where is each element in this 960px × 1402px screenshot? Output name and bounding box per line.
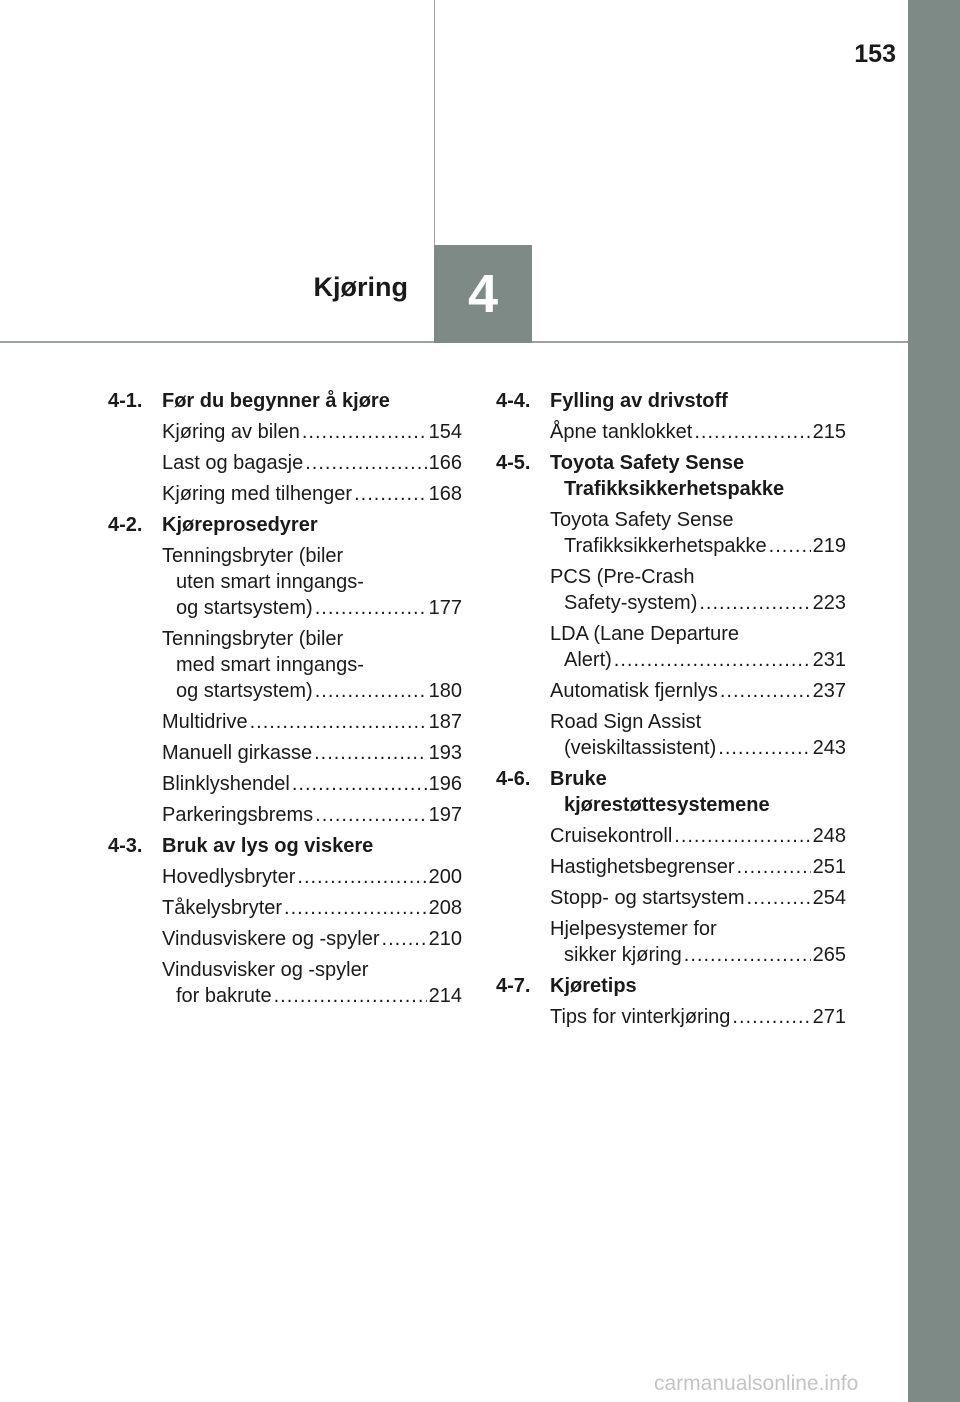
dot-leader — [737, 854, 811, 880]
dot-leader — [614, 647, 811, 673]
section-title-line: Fylling av drivstoff — [550, 390, 728, 412]
entry-text: Safety-system) — [564, 592, 698, 614]
toc-entry-link[interactable] — [162, 543, 462, 621]
entry-text: Trafikksikkerhetspakke — [564, 535, 767, 557]
entry-last-line — [550, 942, 846, 968]
entry-page-number: 265 — [812, 944, 846, 966]
entry-last-line — [550, 533, 846, 559]
dot-leader — [747, 885, 811, 911]
entry-text: og startsystem) — [176, 680, 313, 702]
dot-leader — [314, 740, 427, 766]
dot-leader — [284, 895, 427, 921]
entry-text: Kjøring av bilen — [162, 421, 300, 443]
entry-last-line — [162, 983, 462, 1009]
section-heading — [108, 512, 462, 538]
dot-leader — [699, 590, 810, 616]
dot-leader — [684, 942, 811, 968]
entry-text: PCS (Pre-Crash — [550, 566, 695, 588]
entry-last-line — [162, 419, 462, 445]
entry-page-number: 168 — [428, 483, 462, 505]
entry-text: Multidrive — [162, 711, 248, 733]
entry-text: Åpne tanklokket — [550, 421, 693, 443]
dot-leader — [674, 823, 810, 849]
entry-text: uten smart inngangs- — [176, 571, 364, 593]
entry-text: Hovedlysbryter — [162, 866, 296, 888]
toc-entry-link[interactable] — [162, 864, 462, 890]
toc-section — [496, 388, 846, 445]
entry-last-line — [550, 854, 846, 880]
toc-entry-link[interactable] — [162, 740, 462, 766]
section-title — [550, 973, 846, 999]
toc-entry-link[interactable] — [162, 802, 462, 828]
entry-last-line — [162, 802, 462, 828]
entry-last-line — [162, 895, 462, 921]
toc-entry-link[interactable] — [550, 564, 846, 616]
entry-last-line — [162, 771, 462, 797]
section-heading — [496, 766, 846, 818]
section-number: 4-2. — [108, 514, 143, 536]
entry-text: (veiskiltassistent) — [564, 737, 717, 759]
entry-page-number: 214 — [428, 985, 462, 1007]
section-title-line: Før du begynner å kjøre — [162, 390, 390, 412]
entry-last-line — [550, 885, 846, 911]
toc-entry-link[interactable] — [550, 885, 846, 911]
toc-section — [496, 973, 846, 1030]
toc-right-column — [496, 388, 846, 1035]
section-number: 4-4. — [496, 390, 531, 412]
section-title-line: Bruke — [550, 768, 607, 790]
entry-page-number: 166 — [428, 452, 462, 474]
section-title-line: Kjøretips — [550, 975, 637, 997]
toc-entry-link[interactable] — [162, 419, 462, 445]
section-number: 4-1. — [108, 390, 143, 412]
dot-leader — [732, 1004, 810, 1030]
section-title-line: Toyota Safety Sense — [550, 452, 745, 474]
entry-page-number: 271 — [812, 1006, 846, 1028]
dot-leader — [769, 533, 811, 559]
section-title — [550, 766, 846, 818]
toc-entry-link[interactable] — [550, 507, 846, 559]
section-heading — [496, 973, 846, 999]
dot-leader — [354, 481, 427, 507]
entry-text: Parkeringsbrems — [162, 804, 314, 826]
entry-text: for bakrute — [176, 985, 272, 1007]
toc-entry-link[interactable] — [550, 854, 846, 880]
entry-last-line — [550, 823, 846, 849]
entry-last-line — [550, 419, 846, 445]
entry-page-number: 254 — [812, 887, 846, 909]
entry-text: Toyota Safety Sense — [550, 509, 734, 531]
dot-leader — [694, 419, 810, 445]
dot-leader — [720, 678, 811, 704]
chapter-side-tab — [908, 0, 960, 1402]
entry-text: Hastighetsbegrenser — [550, 856, 735, 878]
toc-section — [496, 766, 846, 968]
dot-leader — [302, 419, 427, 445]
entry-text: LDA (Lane Departure — [550, 623, 740, 645]
entry-last-line — [162, 864, 462, 890]
entry-text: Hjelpesystemer for — [550, 918, 717, 940]
entry-page-number: 208 — [428, 897, 462, 919]
entry-text: Stopp- og startsystem — [550, 887, 745, 909]
dot-leader — [292, 771, 427, 797]
dot-leader — [297, 864, 426, 890]
entry-page-number: 251 — [812, 856, 846, 878]
dot-leader — [382, 926, 427, 952]
toc-entry-link[interactable] — [550, 678, 846, 704]
entry-text: Tåkelysbryter — [162, 897, 283, 919]
section-heading — [496, 450, 846, 502]
dot-leader — [718, 735, 810, 761]
toc-entry-link[interactable] — [162, 957, 462, 1009]
vertical-divider — [434, 0, 435, 245]
section-title-line: kjørestøttesystemene — [564, 794, 770, 816]
entry-page-number: 196 — [428, 773, 462, 795]
entry-page-number: 237 — [812, 680, 846, 702]
entry-text: Vindusvisker og -spyler — [162, 959, 369, 981]
toc-section — [108, 388, 462, 507]
entry-text: Cruisekontroll — [550, 825, 673, 847]
entry-text: Automatisk fjernlys — [550, 680, 718, 702]
toc-entry-link[interactable] — [550, 823, 846, 849]
entry-last-line — [162, 678, 462, 704]
toc-entry-link[interactable] — [550, 1004, 846, 1030]
entry-page-number: 243 — [812, 737, 846, 759]
entry-last-line — [550, 590, 846, 616]
section-heading — [496, 388, 846, 414]
toc-entry-link[interactable] — [162, 709, 462, 735]
dot-leader — [315, 595, 427, 621]
toc-entry-link[interactable] — [162, 926, 462, 952]
toc-entry-link[interactable] — [162, 450, 462, 476]
section-title-line: Kjøreprosedyrer — [162, 514, 318, 536]
section-title-line: Trafikksikkerhetspakke — [564, 478, 785, 500]
section-number: 4-7. — [496, 975, 531, 997]
entry-page-number: 215 — [812, 421, 846, 443]
entry-page-number: 187 — [428, 711, 462, 733]
entry-page-number: 180 — [428, 680, 462, 702]
section-number: 4-5. — [496, 452, 531, 474]
section-heading — [108, 388, 462, 414]
toc-entry-link[interactable] — [550, 709, 846, 761]
entry-last-line — [550, 735, 846, 761]
entry-page-number: 197 — [428, 804, 462, 826]
section-title — [162, 388, 462, 414]
entry-last-line — [550, 678, 846, 704]
watermark: carmanualsonline.info — [654, 1372, 859, 1395]
entry-last-line — [162, 481, 462, 507]
entry-page-number: 210 — [428, 928, 462, 950]
entry-text: Vindusviskere og -spyler — [162, 928, 380, 950]
dot-leader — [305, 450, 426, 476]
entry-last-line — [162, 709, 462, 735]
entry-text: sikker kjøring — [564, 944, 682, 966]
entry-page-number: 231 — [812, 649, 846, 671]
toc-section — [496, 450, 846, 761]
page-number: 153 — [854, 40, 896, 68]
section-number: 4-6. — [496, 768, 531, 790]
chapter-title: Kjøring — [313, 272, 408, 302]
entry-text: Road Sign Assist — [550, 711, 702, 733]
entry-page-number: 200 — [428, 866, 462, 888]
section-title — [550, 388, 846, 414]
toc-entry-link[interactable] — [550, 621, 846, 673]
entry-page-number: 219 — [812, 535, 846, 557]
entry-page-number: 248 — [812, 825, 846, 847]
section-title — [162, 833, 462, 859]
toc-entry-link[interactable] — [162, 481, 462, 507]
toc-entry-link[interactable] — [550, 419, 846, 445]
entry-text: Tenningsbryter (biler — [162, 545, 344, 567]
entry-last-line — [162, 740, 462, 766]
entry-last-line — [162, 926, 462, 952]
entry-text: og startsystem) — [176, 597, 313, 619]
entry-text: Tenningsbryter (biler — [162, 628, 344, 650]
entry-last-line — [550, 647, 846, 673]
entry-page-number: 177 — [428, 597, 462, 619]
section-title — [162, 512, 462, 538]
entry-text: Manuell girkasse — [162, 742, 313, 764]
dot-leader — [274, 983, 427, 1009]
entry-last-line — [162, 450, 462, 476]
entry-last-line — [162, 595, 462, 621]
section-heading — [108, 833, 462, 859]
entry-text: med smart inngangs- — [176, 654, 364, 676]
dot-leader — [315, 802, 426, 828]
section-number: 4-3. — [108, 835, 143, 857]
entry-page-number: 154 — [428, 421, 462, 443]
entry-text: Kjøring med tilhenger — [162, 483, 353, 505]
toc-entry-link[interactable] — [162, 626, 462, 704]
section-title-line: Bruk av lys og viskere — [162, 835, 374, 857]
chapter-number-box: 4 — [434, 245, 532, 343]
toc-entry-link[interactable] — [162, 771, 462, 797]
toc-entry-link[interactable] — [162, 895, 462, 921]
entry-text: Last og bagasje — [162, 452, 304, 474]
entry-text: Alert) — [564, 649, 612, 671]
toc-left-column — [108, 388, 462, 1014]
toc-section — [108, 512, 462, 828]
toc-section — [108, 833, 462, 1009]
entry-text: Blinklyshendel — [162, 773, 290, 795]
entry-page-number: 223 — [812, 592, 846, 614]
section-title — [550, 450, 846, 502]
toc-entry-link[interactable] — [550, 916, 846, 968]
entry-last-line — [550, 1004, 846, 1030]
dot-leader — [250, 709, 427, 735]
dot-leader — [315, 678, 427, 704]
entry-text: Tips for vinterkjøring — [550, 1006, 731, 1028]
entry-page-number: 193 — [428, 742, 462, 764]
